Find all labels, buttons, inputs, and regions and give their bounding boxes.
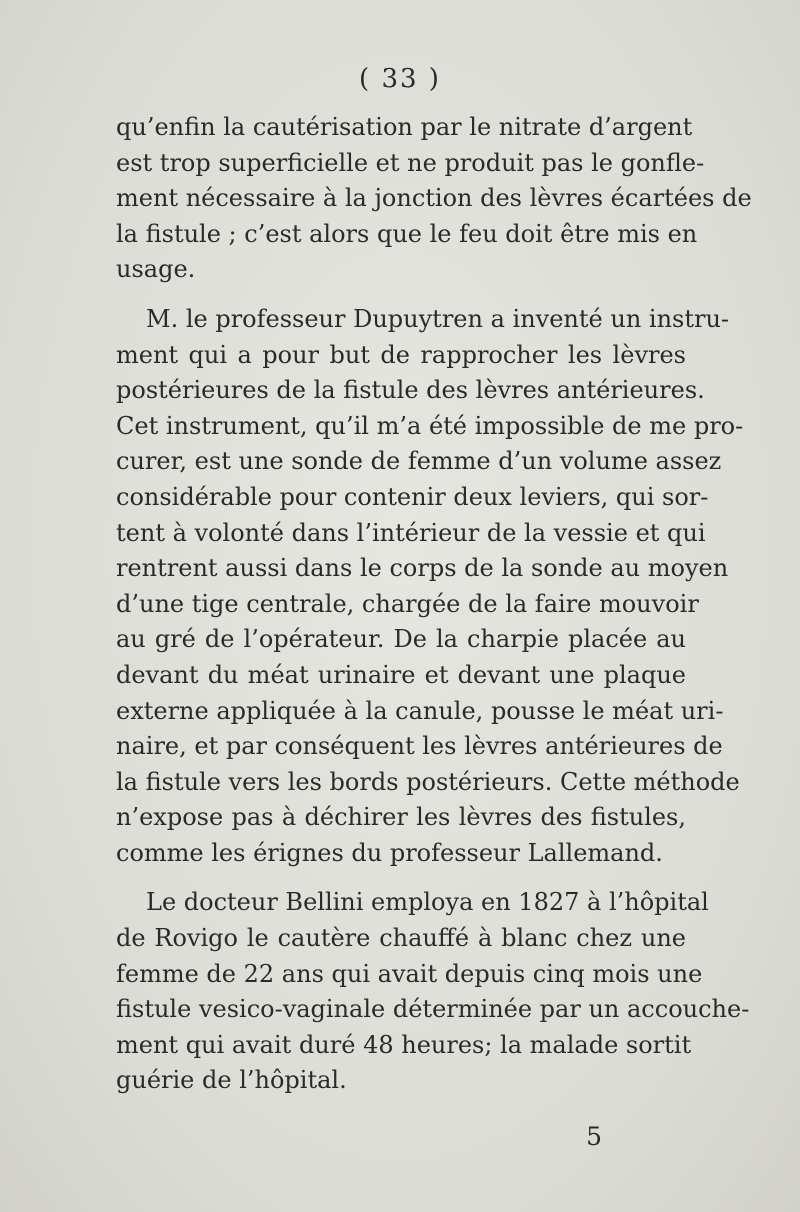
text-line: ment qui a pour but de rapprocher les lèvres xyxy=(116,340,686,369)
page-number: ( 33 ) xyxy=(359,64,441,94)
text-line: comme les érignes du professeur Lallemand. xyxy=(116,838,663,867)
text-line: considérable pour contenir deux leviers, qui sor- xyxy=(116,482,709,511)
text-line: devant du méat urinaire et devant une plaque xyxy=(116,660,686,689)
text-line: M. le professeur Dupuytren a inventé un instru- xyxy=(146,304,730,333)
signature-mark: 5 xyxy=(586,1122,602,1151)
text-line: externe appliquée à la canule, pousse le méat uri- xyxy=(116,696,724,725)
paragraph-spacer xyxy=(116,871,686,885)
text-line: au gré de l’opérateur. De la charpie placée au xyxy=(116,625,686,654)
text-line: curer, est une sonde de femme d’un volume assez xyxy=(116,447,722,476)
text-line: ment qui avait duré 48 heures; la malade sortit xyxy=(116,1030,692,1059)
text-line: la fistule vers les bords postérieurs. Cette méthode xyxy=(116,767,740,796)
text-line: usage. xyxy=(116,255,196,284)
text-line: tent à volonté dans l’intérieur de la vessie et qui xyxy=(116,518,706,547)
text-line: ment nécessaire à la jonction des lèvres écartées de xyxy=(116,184,752,213)
text-line: rentrent aussi dans le corps de la sonde au moyen xyxy=(116,554,729,583)
text-line: n’expose pas à déchirer les lèvres des fistules, xyxy=(116,803,686,832)
text-line: Le docteur Bellini employa en 1827 à l’hôpital xyxy=(146,888,709,917)
text-line: Cet instrument, qu’il m’a été impossible de me pro- xyxy=(116,411,744,440)
text-line: de Rovigo le cautère chauffé à blanc chez une xyxy=(116,924,686,953)
text-line: la fistule ; c’est alors que le feu doit être mis en xyxy=(116,219,698,248)
text-line: naire, et par conséquent les lèvres antérieures de xyxy=(116,732,723,761)
text-line: fistule vesico-vaginale déterminée par un accouche- xyxy=(116,995,750,1024)
text-line: qu’enfin la cautérisation par le nitrate d’argent xyxy=(116,113,693,141)
paragraph-2 xyxy=(116,302,744,872)
text-line: d’une tige centrale, chargée de la faire mouvoir xyxy=(116,589,699,618)
body-text xyxy=(116,110,752,1099)
paragraph-3 xyxy=(116,885,750,1099)
text-line: postérieures de la fistule des lèvres antérieures. xyxy=(116,376,705,405)
text-line: est trop superficielle et ne produit pas le gonfle- xyxy=(116,148,705,177)
text-line: femme de 22 ans qui avait depuis cinq mois une xyxy=(116,959,703,988)
paragraph-1 xyxy=(116,110,752,288)
paragraph-spacer xyxy=(116,288,686,302)
text-line: guérie de l’hôpital. xyxy=(116,1066,347,1095)
